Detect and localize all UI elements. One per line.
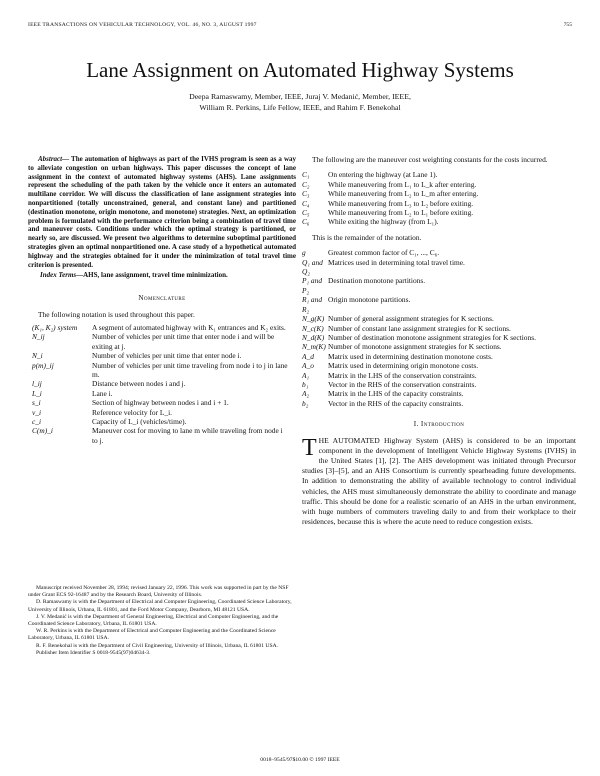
notation-item-symbol: N_d(K) — [302, 332, 325, 342]
notation-item-symbol: P₁ and P₂ — [302, 276, 323, 295]
notation-item-symbol: R₁ and R₂ — [302, 295, 323, 314]
paper-title: Lane Assignment on Automated Highway Systems — [86, 58, 514, 82]
copyright-footer: 0018–9545/97$10.00 © 1997 IEEE — [260, 757, 340, 763]
notation-item-definition: Vector in the RHS of the conservation constraints. — [328, 379, 477, 389]
abstract-text: The automation of highways as part of the IVHS program is seen as a way to alleviate congestion on urban highways. This paper discusses the concept of lane assignment in the context of automated highway systems (AHS). Lane assignments represent the scheduling of the path taken by the vehicle once it enters an automated multilane corridor. We will discuss the classification of lane assignment strategies into nonpartitioned (totally unconstrained, general, and constant lane) and partitioned (destination monotone, origin monotone, and monotone) strategies. Next, an optimization problem is formulated with the performance criterion being a combination of travel time and maneuver costs. Conditions under which the optimal strategy is partitioned, or nearly so, are discussed. We present two algorithms to determine suboptimal partitioned strategies given an optimal nonpartitioned one. A case study of a hypothetical automated highway and the strategies obtained for it under the minimization of total travel time criterion is presented. — [28, 155, 296, 269]
maneuver-item-definition: On entering the highway (at Lane 1). — [328, 170, 438, 180]
nomenclature-item-symbol: l_ij — [32, 379, 42, 389]
notation-item-definition: Origin monotone partitions. — [328, 295, 411, 305]
author-line-2: William R. Perkins, Life Fellow, IEEE, and Rahim F. Benekohal — [199, 103, 401, 112]
nomenclature-item-definition: Maneuver cost for moving to lane m while traveling from node i to j. — [92, 426, 283, 445]
introduction-heading: I. Introduction — [413, 420, 465, 429]
nomenclature-item-symbol: s_i — [32, 398, 41, 408]
nomenclature-item — [28, 408, 296, 417]
maneuver-item-symbol: C₄ — [302, 198, 310, 208]
footnote: D. Ramaswamy is with the Department of Electrical and Computer Engineering, Coordinated Science Laboratory, University of Illinois, Urbana, IL 61801, and the Ford Motor Company, Dearborn, MI 48121 USA. — [28, 599, 292, 613]
nomenclature-item-definition: Number of vehicles per unit time that enter node i. — [92, 351, 242, 361]
index-terms — [28, 271, 296, 280]
footnote: Publisher Item Identifier S 0018-9545(97)04634-3. — [36, 649, 151, 656]
nomenclature-item-definition: A segment of automated highway with K₁ entrances and K₂ exits. — [92, 322, 286, 332]
nomenclature-item-symbol: p(m)_ij — [32, 360, 54, 370]
drop-cap: T — [302, 434, 317, 461]
footnote: Manuscript received November 28, 1994; revised January 22, 1996. This work was supported in part by the NSF under Grant ECS 92-16487 and by the Research Board, University of Illinois. — [28, 585, 289, 599]
maneuver-item-definition: While exiting the highway (from L₁). — [328, 217, 439, 227]
notation-item-symbol: Q₁ and Q₂ — [302, 257, 323, 277]
maneuver-item-definition: While maneuvering from L₃ to L₂ before exiting. — [328, 198, 474, 208]
notation-item-definition: Matrices used in determining total travel time. — [328, 257, 465, 267]
maneuver-item-symbol: C₃ — [302, 189, 310, 199]
notation-item-symbol: N_m(K) — [302, 342, 326, 352]
notation-item — [302, 380, 576, 389]
nomenclature-item — [28, 332, 296, 351]
author-block — [0, 91, 600, 113]
notation-item-definition: Matrix in the LHS of the conservation constraints. — [328, 370, 477, 380]
maneuver-item-definition: While maneuvering from L₂ to L₁ before exiting. — [328, 208, 474, 218]
maneuver-item — [302, 208, 576, 217]
nomenclature-item — [28, 389, 296, 398]
nomenclature-item — [28, 323, 296, 332]
notation-item-definition: Number of constant lane assignment strategies for K sections. — [328, 323, 511, 333]
notation-item-definition: Matrix used in determining destination monotone costs. — [328, 351, 493, 361]
notation-item-definition: Number of general assignment strategies for K sections. — [328, 314, 494, 324]
notation-item-symbol: N_g(K) — [302, 314, 325, 324]
index-terms-label: Index Terms — [40, 271, 77, 280]
maneuver-intro: The following are the maneuver cost weighting constants for the costs incurred. — [312, 155, 548, 164]
footnotes — [28, 585, 298, 657]
notation-item — [302, 324, 576, 333]
maneuver-item-symbol: C₆ — [302, 217, 310, 227]
author-line-1: Deepa Ramaswamy, Member, IEEE, Juraj V. Medanić, Member, IEEE, — [189, 92, 411, 101]
notation-item-definition: Matrix used in determining origin monotone costs. — [328, 361, 479, 371]
nomenclature-item-symbol: v_i — [32, 407, 42, 417]
running-header: IEEE TRANSACTIONS ON VEHICULAR TECHNOLOGY, VOL. 46, NO. 3, AUGUST 1997 — [28, 22, 257, 28]
nomenclature-item-definition: Distance between nodes i and j. — [92, 379, 186, 389]
right-column — [302, 155, 576, 527]
left-column — [28, 155, 296, 445]
notation-item-symbol: N_c(K) — [302, 323, 324, 333]
nomenclature-item-definition: Number of vehicles per unit time that enter node i and will be exiting at j. — [92, 332, 275, 351]
remainder-intro: This is the remainder of the notation. — [312, 232, 422, 242]
notation-item — [302, 295, 576, 314]
notation-item — [302, 248, 576, 257]
nomenclature-item-symbol: N_i — [32, 351, 43, 361]
nomenclature-item — [28, 379, 296, 388]
notation-item — [302, 361, 576, 370]
nomenclature-item-symbol: (K₁, K₂) system — [32, 322, 78, 332]
maneuver-item-symbol: C₅ — [302, 208, 310, 218]
notation-item-symbol: A_d — [302, 351, 314, 361]
nomenclature-heading: Nomenclature — [138, 294, 186, 303]
notation-item — [302, 389, 576, 398]
maneuver-item — [302, 217, 576, 226]
nomenclature-item — [28, 361, 296, 380]
nomenclature-item — [28, 417, 296, 426]
nomenclature-item — [28, 351, 296, 360]
footnote: R. F. Benekohal is with the Department of Civil Engineering, University of Illinois, Urbana, IL 61801 USA. — [36, 642, 279, 649]
nomenclature-item-definition: Section of highway between nodes i and i + 1. — [92, 398, 229, 408]
abstract — [28, 155, 296, 269]
notation-item — [302, 342, 576, 351]
abstract-label: Abstract— — [38, 155, 70, 163]
notation-item-symbol: b₂ — [302, 398, 309, 408]
nomenclature-item-symbol: L_i — [32, 388, 42, 398]
notation-item-definition: Number of destination monotone assignment strategies for K sections. — [328, 332, 536, 342]
nomenclature-item-symbol: C(m)_i — [32, 426, 53, 436]
nomenclature-item — [28, 426, 296, 445]
notation-item-symbol: b₁ — [302, 379, 309, 389]
notation-item-symbol: A₁ — [302, 370, 310, 380]
maneuver-item-symbol: C₁ — [302, 170, 310, 180]
nomenclature-list — [28, 323, 296, 445]
nomenclature-item-symbol: c_i — [32, 417, 42, 427]
maneuver-item — [302, 189, 576, 198]
maneuver-item — [302, 170, 576, 179]
footnote: W. R. Perkins is with the Department of Electrical and Computer Engineering and the Coordinated Science Laboratory, Urbana, IL 61801 USA. — [28, 628, 276, 642]
remainder-list — [302, 248, 576, 408]
nomenclature-item-definition: Number of vehicles per unit time traveling from node i to j in lane m. — [92, 360, 288, 379]
nomenclature-item — [28, 398, 296, 407]
maneuver-item — [302, 180, 576, 189]
nomenclature-item-definition: Reference velocity for L_i. — [92, 407, 173, 417]
maneuver-item-definition: While maneuvering from L₁ to L_k after entering. — [328, 179, 477, 189]
introduction-text — [302, 436, 576, 528]
introduction-body: HE AUTOMATED Highway System (AHS) is considered to be an important component in the development of Intelligent Vehicle Highway Systems (IVHS) in the United States [1], [2]. The AHS development was initiated through Precursor studies [3]–[5], and an AHS Consortium is currently spearheading future developments. In addition to demonstrating the ability of available technology to control individual vehicles, the AHS must simultaneously demonstrate the ability to coordinate and manage traffic. This should be done for a realistic scenario of an AHS in the urban environment, with huge numbers of commuters traveling daily to and from their workplace to their residences, because this is where the acute need to reduce congestion exists. — [302, 435, 576, 527]
notation-item-symbol: A₂ — [302, 389, 310, 399]
notation-item — [302, 314, 576, 323]
nomenclature-item-definition: Capacity of L_i (vehicles/time). — [92, 417, 187, 427]
notation-item — [302, 276, 576, 295]
maneuver-list — [302, 170, 576, 226]
notation-item-definition: Number of monotone assignment strategies for K sections. — [328, 342, 502, 352]
notation-item — [302, 258, 576, 277]
nomenclature-item-definition: Lane i. — [92, 388, 113, 398]
footnote: J. V. Medanić is with the Department of General Engineering, Electrical and Computer Engineering, and the Coordinated Science Laboratory, Urbana, IL 61801 USA. — [28, 613, 279, 628]
notation-item — [302, 352, 576, 361]
index-terms-text: —AHS, lane assignment, travel time minimization. — [76, 271, 228, 280]
page-number: 755 — [563, 22, 572, 28]
nomenclature-intro: The following notation is used throughout this paper. — [38, 309, 195, 319]
notation-item-definition: Destination monotone partitions. — [328, 276, 426, 286]
notation-item-definition: Vector in the RHS of the capacity constraints. — [328, 398, 464, 408]
notation-item — [302, 371, 576, 380]
notation-item — [302, 333, 576, 342]
notation-item-symbol: A_o — [302, 361, 314, 371]
notation-item-definition: Matrix in the LHS of the capacity constraints. — [328, 389, 464, 399]
notation-item-symbol: g — [302, 248, 306, 258]
maneuver-item-definition: While maneuvering from L₂ to L_m after entering. — [328, 189, 479, 199]
maneuver-item-symbol: C₂ — [302, 179, 310, 189]
notation-item-definition: Greatest common factor of C₁, ..., C₆. — [328, 248, 440, 258]
maneuver-item — [302, 199, 576, 208]
notation-item — [302, 399, 576, 408]
nomenclature-item-symbol: N_ij — [32, 332, 45, 342]
